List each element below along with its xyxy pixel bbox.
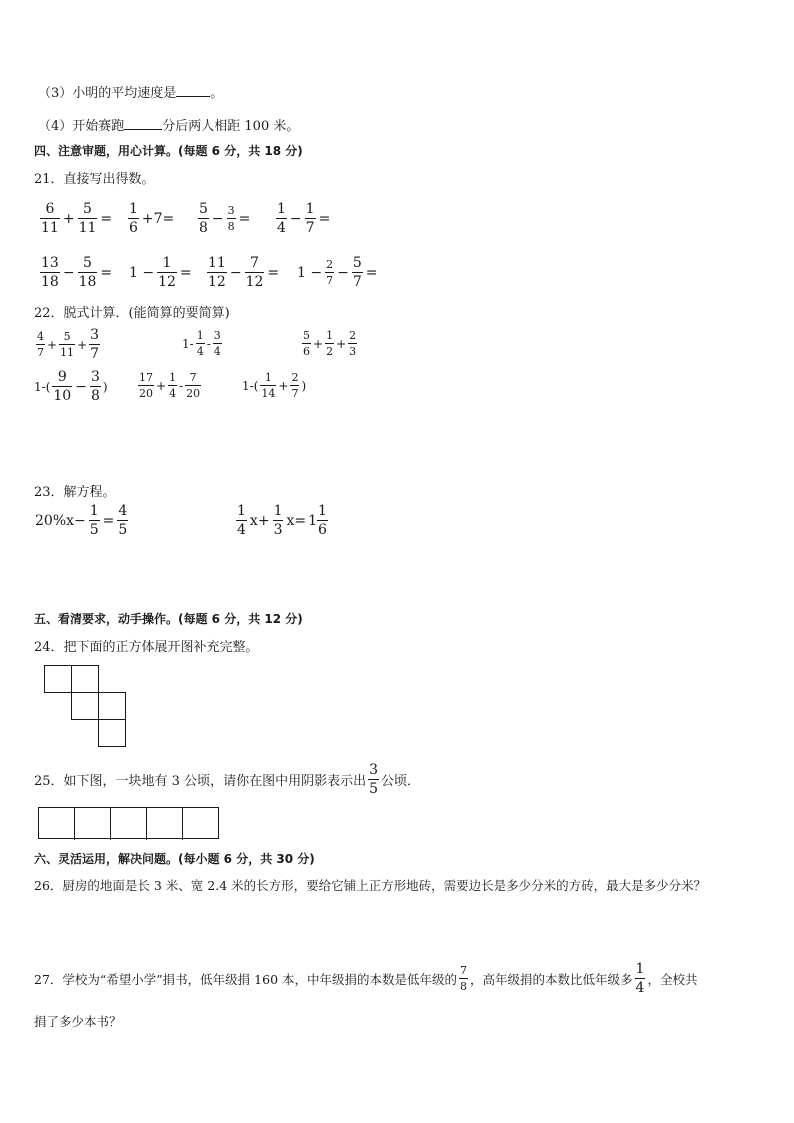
fraction: $\frac{17}{20}$ [139, 371, 153, 400]
net-square [71, 665, 99, 693]
q27-text-part2: ，高年级捐的本数比低年级多 [470, 971, 633, 987]
fraction: $\frac{13}{18}$ [41, 255, 59, 290]
q27-text-part1: 27．学校为“希望小学”捐书，低年级捐 160 本，中年级捐的本数是低年级的 [34, 971, 457, 987]
fraction: $\frac{6}{11}$ [41, 201, 59, 236]
net-square [98, 692, 126, 720]
q21-row2-expr2: 1 − $\frac{1}{12}$ = [129, 255, 192, 290]
q25-text-after: 公顷． [381, 774, 421, 789]
q27-line1 [34, 962, 697, 995]
answer-blank[interactable] [124, 117, 162, 130]
fraction: $\frac{1}{4}$ [635, 961, 645, 996]
answer-blank[interactable] [176, 84, 210, 97]
fraction: $\frac{1}{6}$ [318, 503, 327, 538]
fraction: $\frac{2}{3}$ [349, 329, 357, 358]
fraction: $\frac{1}{4}$ [169, 371, 177, 400]
q21-row1-expr1: $\frac{6}{11}$ + $\frac{5}{11}$ = [41, 201, 113, 236]
net-square [71, 692, 99, 720]
q24-title: 24．把下面的正方体展开图补充完整。 [34, 640, 259, 655]
fraction: $\frac{2}{7}$ [291, 371, 299, 400]
q25-text-before: 25．如下图，一块地有 3 公顷，请你在图中用阴影表示出 [34, 774, 367, 789]
fraction: $\frac{5}{11}$ [60, 330, 75, 359]
fraction: $\frac{4}{5}$ [118, 503, 128, 538]
q27-line2: 捐了多少本书？ [34, 1014, 122, 1029]
fraction: $\frac{5}{11}$ [78, 201, 97, 236]
fraction: $\frac{1}{6}$ [129, 201, 138, 236]
grid-cell[interactable] [39, 808, 75, 840]
fraction: $\frac{1}{4}$ [196, 329, 204, 358]
section4-heading: 四、注意审题，用心计算。(每题 6 分，共 18 分) [34, 144, 303, 158]
fraction: $\frac{3}{8}$ [227, 204, 235, 233]
land-strip-grid[interactable] [38, 807, 219, 839]
fraction: $\frac{2}{7}$ [326, 258, 334, 287]
fraction: $\frac{1}{7}$ [305, 201, 315, 236]
grid-cell[interactable] [75, 808, 111, 840]
net-square [44, 665, 72, 693]
q22-expr3: $\frac{5}{6}$ + $\frac{1}{2}$ + $\frac{2}{3}$ [303, 329, 357, 358]
section6-heading: 六、灵活运用，解决问题。(每小题 6 分，共 30 分) [34, 852, 315, 866]
grid-cell[interactable] [147, 808, 183, 840]
fraction: $\frac{5}{8}$ [199, 201, 208, 236]
item3-end: 。 [210, 86, 224, 101]
item4-end: 分后两人相距 100 米。 [162, 119, 300, 134]
section5-heading: 五、看清要求，动手操作。(每题 6 分，共 12 分) [34, 612, 303, 626]
fraction: $\frac{4}{7}$ [37, 330, 44, 359]
fraction: $\frac{1}{14}$ [261, 371, 276, 400]
q21-row1-expr3: $\frac{5}{8}$ − $\frac{3}{8}$ = [199, 201, 251, 236]
q22-title: 22．脱式计算．(能简算的要简算) [34, 306, 230, 321]
fraction: $\frac{5}{6}$ [303, 329, 310, 358]
q23-equation1: 20%x− $\frac{1}{5}$ = $\frac{4}{5}$ [35, 503, 128, 538]
q21-title: 21．直接写出得数。 [34, 172, 155, 187]
item4-text: （4）开始赛跑 [38, 119, 125, 134]
fraction: $\frac{5}{18}$ [78, 255, 97, 290]
fraction: $\frac{7}{20}$ [186, 371, 201, 400]
q21-row2-expr1: $\frac{13}{18}$ − $\frac{5}{18}$ = [41, 255, 113, 290]
q-prev-item4 [38, 115, 299, 134]
q22-expr5: $\frac{17}{20}$ + $\frac{1}{4}$ - $\frac{7}{20}$ [139, 371, 201, 400]
fraction: $\frac{5}{7}$ [352, 255, 362, 290]
fraction: $\frac{1}{3}$ [273, 503, 283, 538]
fraction: $\frac{1}{4}$ [237, 503, 246, 538]
q25-text [34, 763, 420, 796]
q21-row1-expr4: $\frac{1}{4}$ − $\frac{1}{7}$ = [277, 201, 331, 236]
fraction: $\frac{3}{8}$ [90, 369, 100, 404]
fraction: $\frac{7}{12}$ [245, 255, 264, 290]
q22-expr6: 1-( $\frac{1}{14}$ + $\frac{2}{7}$ ) [242, 371, 307, 400]
fraction: $\frac{7}{8}$ [460, 964, 467, 993]
q22-expr4: 1-( $\frac{9}{10}$ − $\frac{3}{8}$ ) [34, 369, 108, 404]
grid-cell[interactable] [111, 808, 147, 840]
fraction: $\frac{11}{12}$ [208, 255, 226, 290]
fraction: $\frac{3}{4}$ [213, 329, 221, 358]
q21-row1-expr2: $\frac{1}{6}$ +7= [129, 201, 175, 236]
fraction: $\frac{1}{4}$ [277, 201, 286, 236]
fraction: $\frac{3}{5}$ [369, 762, 378, 797]
q21-row2-expr3: $\frac{11}{12}$ − $\frac{7}{12}$ = [208, 255, 280, 290]
fraction: $\frac{1}{2}$ [326, 329, 334, 358]
net-square [98, 719, 126, 747]
q21-row2-expr4: 1 − $\frac{2}{7}$ − $\frac{5}{7}$ = [297, 255, 378, 290]
q23-equation2: $\frac{1}{4}$ x+ $\frac{1}{3}$ x= 1 $\frac{1}{6}$ [237, 503, 327, 538]
fraction: $\frac{3}{7}$ [90, 327, 100, 362]
q22-expr2: 1- $\frac{1}{4}$ - $\frac{3}{4}$ [182, 329, 221, 358]
q26-text: 26．厨房的地面是长 3 米、宽 2.4 米的长方形，要给它铺上正方形地砖，需要边长是多少分米的方砖，最大是多少分米？ [34, 878, 707, 893]
fraction: $\frac{9}{10}$ [53, 369, 72, 404]
q23-title: 23．解方程。 [34, 485, 116, 500]
item3-text: （3）小明的平均速度是 [38, 86, 177, 101]
cube-net-figure [40, 662, 140, 762]
fraction: $\frac{1}{12}$ [158, 255, 176, 290]
q22-expr1: $\frac{4}{7}$ + $\frac{5}{11}$ + $\frac{3}{7}$ [37, 327, 100, 362]
q-prev-item3 [38, 82, 223, 101]
fraction: $\frac{1}{5}$ [89, 503, 99, 538]
q27-text-part3: ，全校共 [647, 971, 698, 987]
